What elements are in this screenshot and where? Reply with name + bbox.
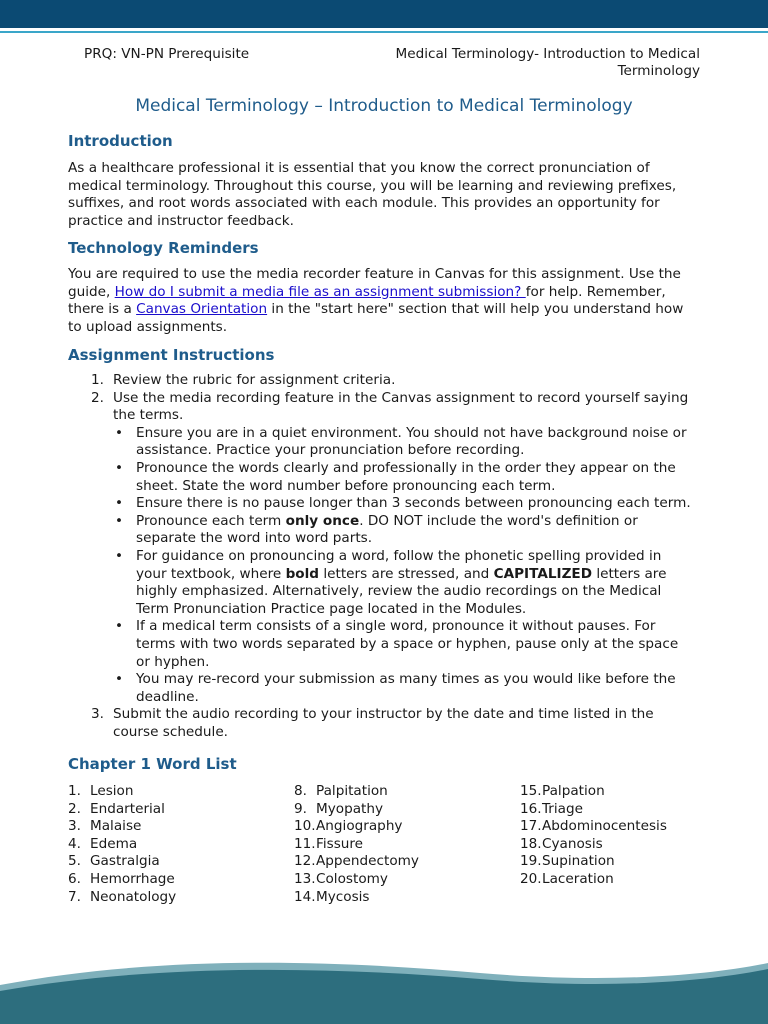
bullet-line: assistance. Practice your pronunciation before recording.: [136, 442, 525, 459]
word-term: Supination: [542, 853, 615, 870]
instruction-item: [68, 390, 708, 425]
footer-wave: [0, 955, 768, 1024]
word-list-item: [68, 871, 176, 889]
word-number: 2.: [68, 800, 81, 817]
word-term: Hemorrhage: [90, 870, 175, 887]
introduction-line: medical terminology. Throughout this course, you will be learning and reviewing prefixes,: [68, 177, 677, 194]
canvas-orientation-link[interactable]: Canvas Orientation: [136, 301, 268, 318]
word-list-heading: Chapter 1 Word List: [68, 755, 237, 773]
bullet-line: sheet. State the word number before pronouncing each term.: [136, 477, 556, 494]
word-number: 13.: [294, 870, 316, 887]
bullet-text: [136, 618, 708, 671]
item-line: Use the media recording feature in the Canvas assignment to record yourself saying: [113, 389, 689, 406]
word-number: 12.: [294, 853, 316, 870]
word-term: Mycosis: [316, 888, 370, 905]
word-number: 4.: [68, 835, 81, 852]
bullet-text: [136, 548, 708, 618]
word-number: 7.: [68, 888, 81, 905]
bullet-line: or hyphen.: [136, 653, 210, 670]
header-banner: [0, 0, 768, 28]
bullet-line: [136, 566, 708, 584]
word-list-item: [294, 871, 419, 889]
bullet-icon: •: [115, 424, 124, 441]
text-run: your textbook, where: [136, 565, 286, 582]
header-accent-line: [0, 31, 768, 33]
tech-text: in the "start here" section that will help you understand how: [267, 301, 684, 318]
bullet-text: Ensure there is no pause longer than 3 seconds between pronouncing each term.: [136, 495, 691, 512]
header-course-title: [370, 46, 700, 80]
introduction-line: practice and instructor feedback.: [68, 212, 294, 229]
word-list-item: [294, 836, 419, 854]
bullet-item: [113, 671, 708, 706]
word-term: Cyanosis: [542, 835, 603, 852]
bullet-line: deadline.: [136, 688, 199, 705]
word-number: 20.: [520, 870, 542, 887]
word-number: 3.: [68, 818, 81, 835]
tech-text: for help. Remember,: [525, 283, 666, 300]
text-run: letters are stressed, and: [319, 565, 494, 582]
bullet-icon: •: [115, 618, 124, 635]
tech-text: there is a: [68, 301, 137, 318]
word-list-item: [520, 801, 667, 819]
word-list-item: [294, 783, 419, 801]
bullet-line: If a medical term consists of a single word, pronounce it without pauses. For: [136, 618, 656, 635]
instruction-item: [68, 372, 708, 390]
bullet-item: [113, 425, 708, 460]
header-course-code: PRQ: VN-PN Prerequisite: [84, 46, 250, 62]
bullet-text: [136, 513, 708, 548]
bullet-item: [113, 548, 708, 618]
word-number: 5.: [68, 853, 81, 870]
word-list-column-2: [294, 783, 419, 906]
tech-line: [68, 284, 708, 302]
technology-reminders-heading: Technology Reminders: [68, 239, 259, 257]
word-term: Lesion: [90, 783, 134, 799]
word-number: 14.: [294, 888, 316, 905]
bullet-icon: •: [115, 671, 124, 688]
bullet-icon: •: [115, 547, 124, 564]
item-number: 1.: [91, 372, 104, 388]
bold-text: CAPITALIZED: [493, 565, 592, 582]
text-run: . DO NOT include the word's definition or: [359, 512, 638, 529]
bullet-line: Term Pronunciation Practice page located in the Modules.: [136, 600, 527, 617]
bullet-line: For guidance on pronouncing a word, follow the phonetic spelling provided in: [136, 547, 662, 564]
word-term: Edema: [90, 835, 138, 852]
assignment-instructions-heading: Assignment Instructions: [68, 346, 275, 364]
word-number: 10.: [294, 818, 316, 835]
word-number: 17.: [520, 818, 542, 835]
bullet-text: [136, 671, 708, 706]
word-term: Colostomy: [316, 870, 388, 887]
word-list-item: [294, 889, 419, 907]
bold-text: bold: [285, 565, 320, 582]
text-run: Pronounce each term: [136, 512, 286, 529]
item-line: the terms.: [113, 407, 184, 424]
bullet-line: highly emphasized. Alternatively, review the audio recordings on the Medical: [136, 583, 662, 600]
introduction-line: suffixes, and root words associated with each module. This provides an opportunity for: [68, 195, 660, 212]
bullet-line: Pronounce the words clearly and professionally in the order they appear on the: [136, 459, 676, 476]
header-course-title-line1: Medical Terminology- Introduction to Medical: [395, 46, 700, 62]
word-list-item: [294, 818, 419, 836]
word-term: Triage: [542, 800, 583, 817]
word-list-item: [520, 853, 667, 871]
word-term: Angiography: [316, 818, 403, 835]
tech-text: guide,: [68, 283, 115, 300]
bullet-line: [136, 513, 708, 531]
word-term: Palpation: [542, 783, 605, 799]
bold-text: only once: [285, 512, 360, 529]
bullet-line: terms with two words separated by a space or hyphen, pause only at the space: [136, 635, 679, 652]
word-number: 18.: [520, 835, 542, 852]
tech-line: You are required to use the media recorder feature in Canvas for this assignment. Use the: [68, 266, 681, 282]
item-text: [113, 390, 708, 425]
word-list-item: [68, 889, 176, 907]
introduction-heading: Introduction: [68, 132, 173, 150]
tech-line: [68, 301, 708, 319]
media-submission-guide-link[interactable]: How do I submit a media file as an assignment submission?: [114, 283, 526, 300]
bullet-text: [136, 460, 708, 495]
item-text: Review the rubric for assignment criteria.: [113, 372, 396, 388]
word-list-item: [68, 853, 176, 871]
tech-line: to upload assignments.: [68, 318, 228, 335]
word-list-item: [520, 836, 667, 854]
word-term: Endarterial: [90, 800, 165, 817]
word-list-item: [520, 818, 667, 836]
word-list-column-3: [520, 783, 667, 889]
header-course-title-line2: Terminology: [617, 63, 700, 79]
word-term: Palpitation: [316, 783, 388, 799]
bullet-icon: •: [115, 495, 124, 512]
item-line: course schedule.: [113, 723, 229, 740]
word-term: Fissure: [316, 835, 364, 852]
document-title: Medical Terminology – Introduction to Medical Terminology: [135, 96, 633, 116]
bullet-text: [136, 425, 708, 460]
word-number: 16.: [520, 800, 542, 817]
word-number: 19.: [520, 853, 542, 870]
assignment-instructions-list: [68, 372, 708, 741]
instruction-item: [68, 706, 708, 741]
bullet-line: Ensure you are in a quiet environment. You should not have background noise or: [136, 424, 687, 441]
word-term: Myopathy: [316, 800, 384, 817]
word-number: 6.: [68, 870, 81, 887]
item-line: Submit the audio recording to your instructor by the date and time listed in the: [113, 706, 654, 723]
bullet-item: [113, 618, 708, 671]
word-term: Laceration: [542, 870, 614, 887]
bullet-item: [113, 495, 708, 513]
word-term: Gastralgia: [90, 853, 160, 870]
text-run: letters are: [592, 565, 667, 582]
bullet-item: [113, 460, 708, 495]
bullet-line: You may re-record your submission as many times as you would like before the: [136, 671, 676, 688]
introduction-line: As a healthcare professional it is essential that you know the correct pronunciation of: [68, 160, 650, 176]
word-term: Malaise: [90, 818, 142, 835]
word-number: 9.: [294, 800, 307, 817]
bullet-line: separate the word into word parts.: [136, 530, 373, 547]
item-number: 2.: [91, 389, 104, 406]
word-list-item: [520, 783, 667, 801]
word-list-item: [68, 783, 176, 801]
word-list-item: [520, 871, 667, 889]
bullet-icon: •: [115, 459, 124, 476]
item-number: 3.: [91, 706, 104, 723]
introduction-paragraph: [68, 160, 708, 230]
word-number: 15.: [520, 783, 542, 799]
word-list-item: [294, 853, 419, 871]
bullet-item: [113, 513, 708, 548]
word-term: Appendectomy: [316, 853, 419, 870]
word-number: 1.: [68, 783, 81, 799]
word-list-item: [68, 836, 176, 854]
word-list-item: [68, 801, 176, 819]
bullet-icon: •: [115, 512, 124, 529]
word-list-item: [68, 818, 176, 836]
technology-reminders-paragraph: [68, 266, 708, 336]
item-text: [113, 706, 708, 741]
word-term: Abdominocentesis: [542, 818, 667, 835]
word-number: 11.: [294, 835, 316, 852]
word-list-item: [294, 801, 419, 819]
word-term: Neonatology: [90, 888, 177, 905]
word-number: 8.: [294, 783, 307, 799]
word-list-column-1: [68, 783, 176, 906]
